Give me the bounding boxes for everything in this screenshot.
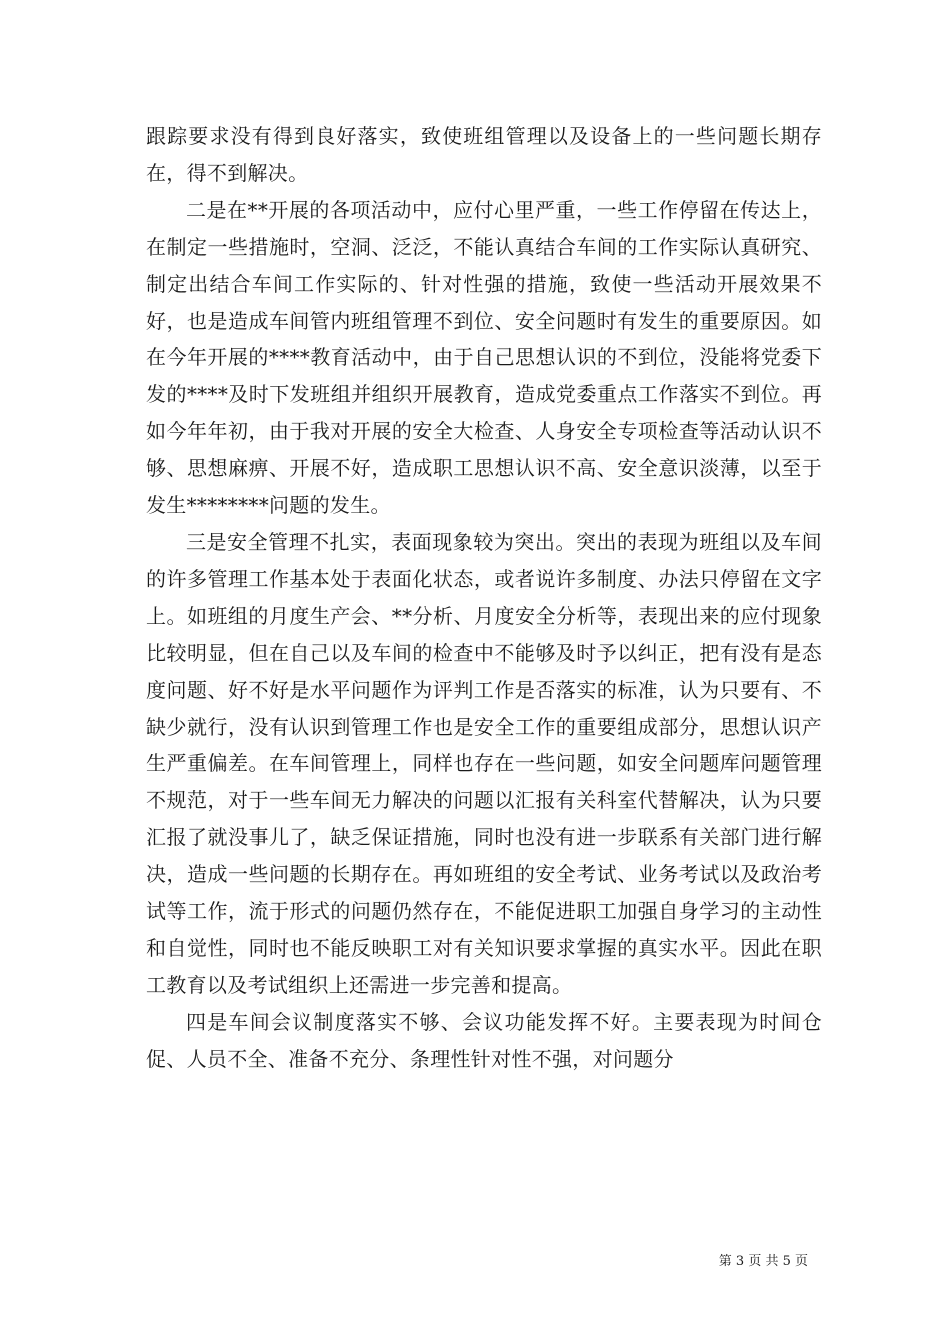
paragraph-continuation: 跟踪要求没有得到良好落实，致使班组管理以及设备上的一些问题长期存在，得不到解决。 (146, 124, 822, 185)
document-body (146, 118, 822, 1078)
paragraph-point-two: 二是在**开展的各项活动中，应付心里严重，一些工作停留在传达上，在制定一些措施时，空洞、泛泛，不能认真结合车间的工作实际认真研究、制定出结合车间工作实际的、针对性强的措施，致使一些活动开展效果不好，也是造成车间管内班组管理不到位、安全问题时有发生的重要原因。如在今年开展的****教育活动中，由于自己思想认识的不到位，没能将党委下发的****及时下发班组并组织开展教育，造成党委重点工作落实不到位。再如今年年初，由于我对开展的安全大检查、人身安全专项检查等活动认识不够、思想麻痹、开展不好，造成职工思想认识不高、安全意识淡薄，以至于发生********问题的发生。 (146, 197, 822, 518)
page-number-footer: 第 3 页 共 5 页 (718, 1254, 808, 1269)
paragraph-point-four: 四是车间会议制度落实不够、会议功能发挥不好。主要表现为时间仓促、人员不全、准备不充分、条理性针对性不强，对问题分 (146, 1009, 822, 1071)
paragraph-point-three: 三是安全管理不扎实，表面现象较为突出。突出的表现为班组以及车间的许多管理工作基本处于表面化状态，或者说许多制度、办法只停留在文字上。如班组的月度生产会、**分析、月度安全分析等，表现出来的应付现象比较明显，但在自己以及车间的检查中不能够及时予以纠正，把有没有是态度问题、好不好是水平问题作为评判工作是否落实的标准，认为只要有、不缺少就行，没有认识到管理工作也是安全工作的重要组成部分，思想认识产生严重偏差。在车间管理上，同样也存在一些问题，如安全问题库问题管理不规范，对于一些车间无力解决的问题以汇报有关科室代替解决，认为只要汇报了就没事儿了，缺乏保证措施，同时也没有进一步联系有关部门进行解决，造成一些问题的长期存在。再如班组的安全考试、业务考试以及政治考试等工作，流于形式的问题仍然存在，不能促进职工加强自身学习的主动性和自觉性，同时也不能反映职工对有关知识要求掌握的真实水平。因此在职工教育以及考试组织上还需进一步完善和提高。 (146, 529, 822, 997)
